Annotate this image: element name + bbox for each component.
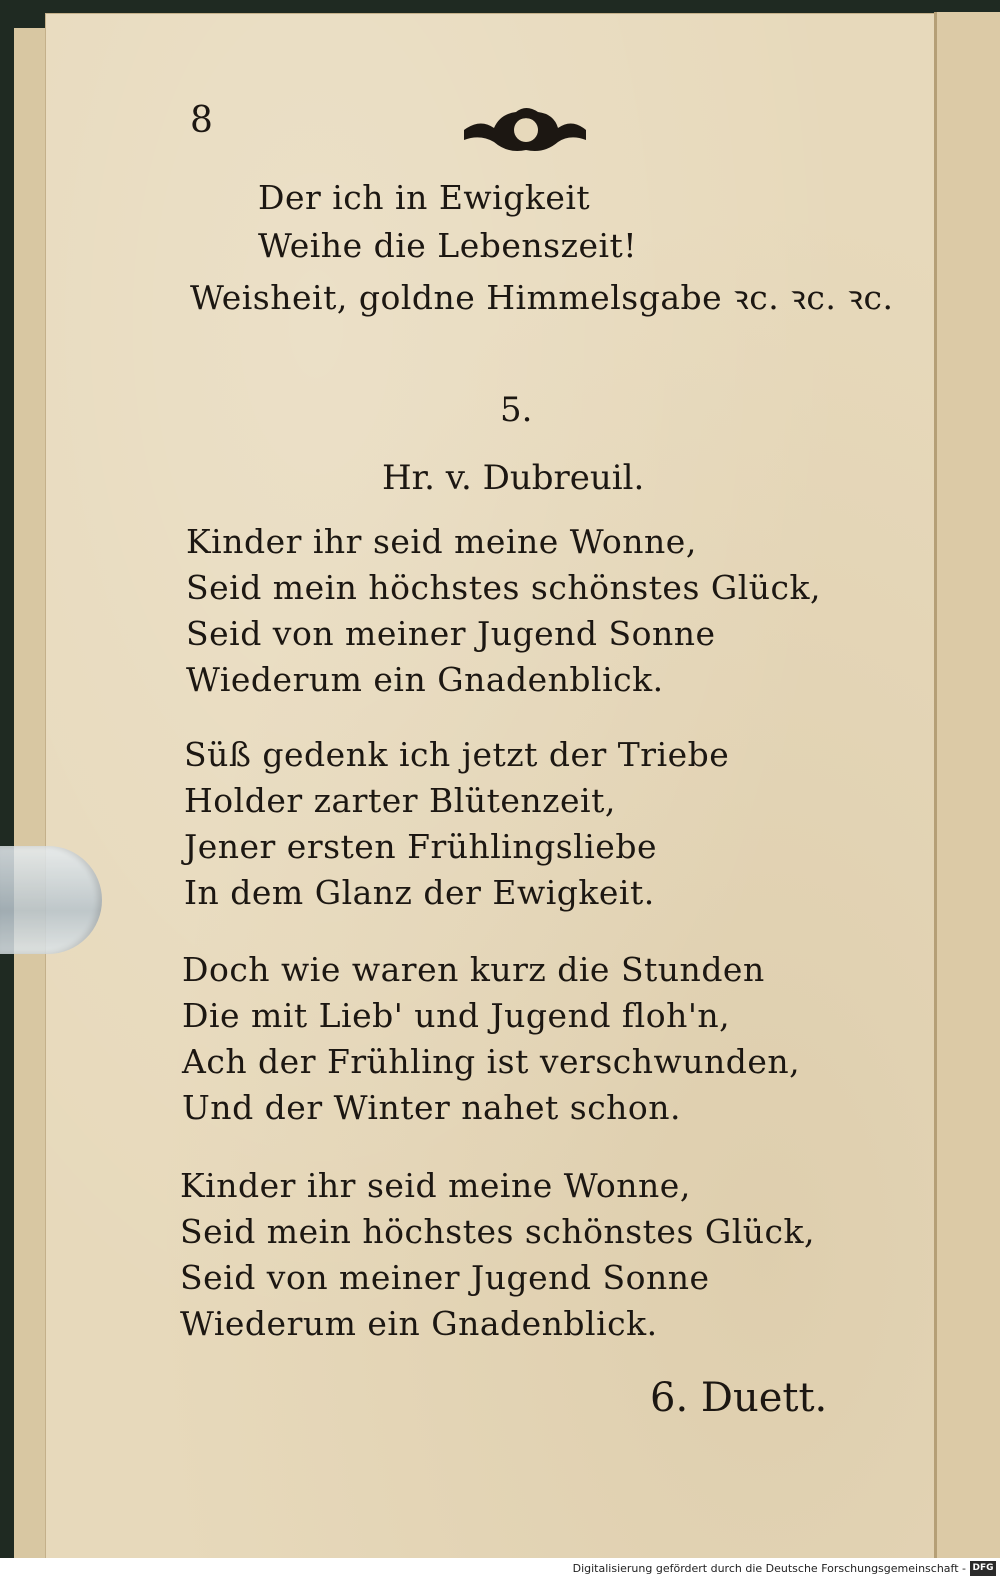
verse-line: Die mit Lieb' und Jugend floh'n, (182, 996, 731, 1035)
speaker-heading: Hr. v. Dubreuil. (382, 458, 645, 498)
verse-line: Kinder ihr seid meine Wonne, (186, 522, 697, 561)
verse-line: Weihe die Lebenszeit! (258, 226, 638, 265)
verse-line: Der ich in Ewigkeit (258, 178, 591, 217)
facing-page-edge (934, 12, 1000, 1564)
verse-line: Doch wie waren kurz die Stunden (182, 950, 765, 989)
verse-line: Seid von meiner Jugend Sonne (186, 614, 716, 653)
verse-line: Süß gedenk ich jetzt der Triebe (184, 735, 730, 774)
verse-line: Ach der Frühling ist verschwunden, (182, 1042, 801, 1081)
verse-line: Holder zarter Blütenzeit, (184, 781, 616, 820)
verse-line: Seid mein höchstes schönstes Glück, (180, 1212, 816, 1251)
verse-line: Seid von meiner Jugend Sonne (180, 1258, 710, 1297)
verse-line: Jener ersten Frühlingsliebe (184, 827, 657, 866)
verse-line: Kinder ihr seid meine Wonne, (180, 1166, 691, 1205)
verse-line: Wiederum ein Gnadenblick. (180, 1304, 658, 1343)
catchword: 6. Duett. (650, 1375, 828, 1421)
page-number: 8 (190, 100, 213, 141)
dfg-logo-icon: DFG (970, 1561, 996, 1576)
verse-line: Seid mein höchstes schönstes Glück, (186, 568, 822, 607)
ornament-icon (460, 100, 590, 156)
verse-line: Wiederum ein Gnadenblick. (186, 660, 664, 699)
digitization-credit: Digitalisierung gefördert durch die Deutsche Forschungsgemeinschaft - (572, 1562, 966, 1575)
section-number: 5. (500, 390, 533, 430)
verse-line: Weisheit, goldne Himmelsgabe ꝛc. ꝛc. ꝛc. (190, 278, 894, 317)
verse-line: In dem Glanz der Ewigkeit. (184, 873, 655, 912)
verse-line: Und der Winter nahet schon. (182, 1088, 682, 1127)
